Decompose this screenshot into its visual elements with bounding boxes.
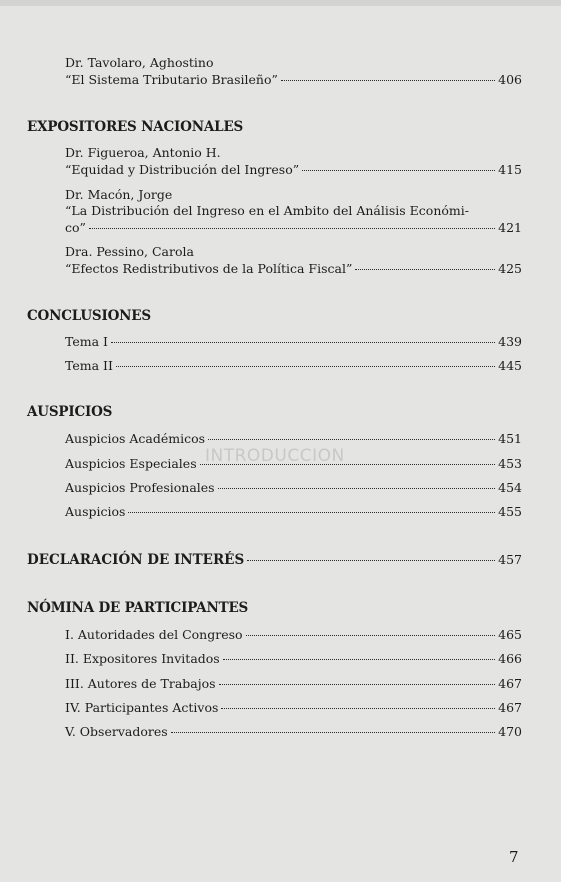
entry-page: 466	[498, 651, 522, 666]
entry-label: Auspicios Profesionales	[65, 480, 215, 495]
entry-page: 455	[498, 504, 522, 519]
section-heading-declaracion: DECLARACIÓN DE INTERÉS	[27, 552, 245, 568]
entry-title-continuation: co”	[65, 220, 86, 235]
dot-leader	[218, 476, 496, 489]
section-heading-conclusiones: CONCLUSIONES	[27, 308, 151, 324]
dot-leader	[89, 216, 495, 229]
entry-label: Auspicios Académicos	[65, 431, 206, 446]
entry-page: 451	[498, 431, 522, 446]
section-heading-expositores: EXPOSITORES NACIONALES	[27, 119, 244, 135]
toc-entry-auspicios	[65, 503, 522, 520]
entry-label: II. Expositores Invitados	[65, 651, 220, 666]
entry-label: III. Autores de Trabajos	[65, 676, 216, 691]
toc-entry-autores	[65, 675, 522, 692]
entry-label: V. Observadores	[65, 724, 168, 739]
toc-entry-macon	[65, 187, 522, 236]
toc-entry-auspicios-profesionales	[65, 479, 522, 496]
toc-entry-tema-1	[65, 333, 522, 350]
toc-entry-auspicios-especiales	[65, 455, 522, 472]
dot-leader	[247, 548, 495, 561]
dot-leader	[128, 500, 495, 513]
toc-entry-auspicios-academicos	[65, 430, 522, 447]
entry-title-first-line: “La Distribución del Ingreso en el Ambito del Análisis Económi-	[65, 203, 469, 218]
dot-leader	[111, 330, 495, 343]
entry-label: Tema II	[65, 358, 113, 373]
dot-leader	[221, 696, 495, 709]
entry-page: 467	[498, 700, 522, 715]
toc-entry-participantes-activos	[65, 699, 522, 716]
toc-entry-expositores-invitados	[65, 650, 522, 667]
dot-leader	[355, 257, 495, 270]
entry-page: 415	[498, 162, 522, 177]
entry-page: 439	[498, 334, 522, 349]
section-heading-auspicios: AUSPICIOS	[27, 404, 113, 420]
dot-leader	[223, 647, 495, 660]
entry-author: Dr. Tavolaro, Aghostino	[65, 55, 214, 70]
entry-label: Auspicios Especiales	[65, 456, 197, 471]
toc-entry-declaracion	[27, 551, 522, 568]
section-heading-nomina: NÓMINA DE PARTICIPANTES	[27, 600, 249, 616]
entry-label: IV. Participantes Activos	[65, 700, 219, 715]
entry-author: Dr. Figueroa, Antonio H.	[65, 145, 221, 160]
dot-leader	[200, 452, 496, 465]
entry-page: 421	[498, 220, 522, 235]
dot-leader	[281, 68, 495, 81]
entry-title-line	[65, 260, 522, 277]
entry-label: Tema I	[65, 334, 108, 349]
faded-watermark-text: INTRODUCCION	[205, 446, 345, 466]
entry-page: 454	[498, 480, 522, 495]
entry-page: 470	[498, 724, 522, 739]
toc-entry-pessino	[65, 244, 522, 277]
entry-page: 467	[498, 676, 522, 691]
entry-label: I. Autoridades del Congreso	[65, 627, 243, 642]
scan-shadow	[0, 0, 561, 6]
toc-entry-observadores	[65, 723, 522, 740]
entry-author: Dr. Macón, Jorge	[65, 187, 173, 202]
toc-entry-tavolaro	[65, 55, 522, 88]
toc-entry-figueroa	[65, 145, 522, 178]
entry-title: “El Sistema Tributario Brasileño”	[65, 72, 278, 87]
entry-page: 445	[498, 358, 522, 373]
dot-leader	[116, 354, 495, 367]
entry-page: 453	[498, 456, 522, 471]
entry-title: “Efectos Redistributivos de la Política Fiscal”	[65, 261, 353, 276]
entry-label: Auspicios	[65, 504, 126, 519]
entry-title: “Equidad y Distribución del Ingreso”	[65, 162, 300, 177]
toc-entry-autoridades	[65, 626, 522, 643]
dot-leader	[302, 158, 495, 171]
entry-title-line	[65, 161, 522, 178]
dot-leader	[246, 623, 496, 636]
entry-page: 406	[498, 72, 522, 87]
dot-leader	[208, 427, 495, 440]
entry-author: Dra. Pessino, Carola	[65, 244, 194, 259]
toc-entry-tema-2	[65, 357, 522, 374]
dot-leader	[171, 720, 495, 733]
dot-leader	[219, 672, 496, 685]
entry-page: 457	[498, 552, 522, 567]
entry-title-line	[65, 219, 522, 236]
entry-page: 425	[498, 261, 522, 276]
page-number: 7	[509, 848, 519, 866]
entry-title-line	[65, 71, 522, 88]
entry-page: 465	[498, 627, 522, 642]
